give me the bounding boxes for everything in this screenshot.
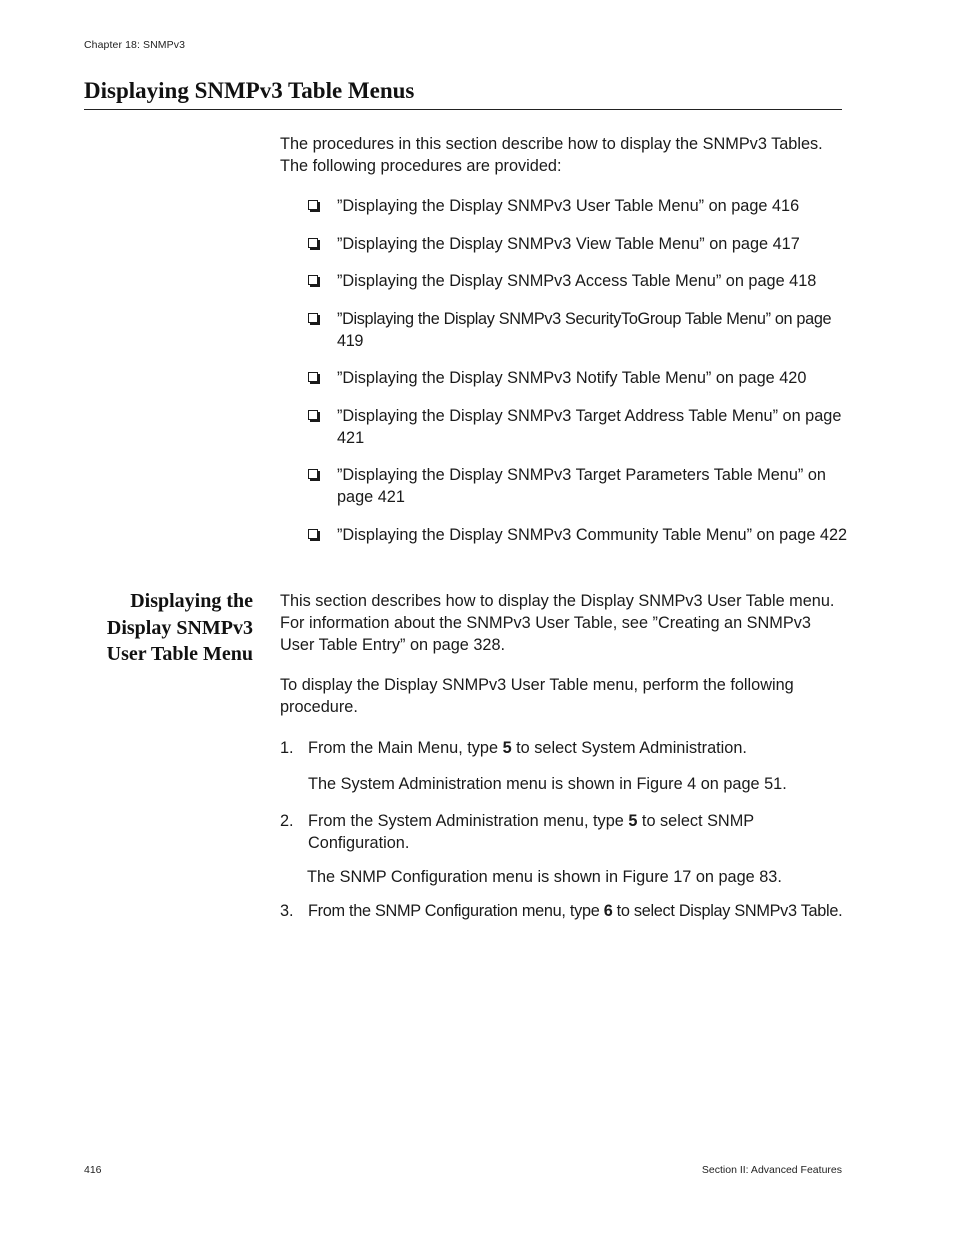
procedure-intro: To display the Display SNMPv3 User Table menu, perform the following procedure.	[280, 676, 794, 716]
list-item[interactable]	[308, 405, 848, 449]
step-result: The System Administration menu is shown in Figure 4 on page 51.	[308, 775, 787, 793]
list-item[interactable]	[308, 464, 848, 508]
procedure-link[interactable]: ”Displaying the Display SNMPv3 Notify Table Menu” on page 420	[337, 369, 807, 387]
procedure-link[interactable]: ”Displaying the Display SNMPv3 User Table Menu” on page 416	[337, 197, 800, 215]
footer-section-label: Section II: Advanced Features	[701, 1164, 842, 1176]
procedure-link[interactable]: ”Displaying the Display SNMPv3 Target Parameters Table Menu” on page 421	[337, 466, 826, 506]
checkbox-bullet-icon	[308, 410, 318, 420]
section-title: Displaying SNMPv3 Table Menus	[84, 78, 415, 103]
menu-key: 5	[502, 739, 512, 757]
step-result: The SNMP Configuration menu is shown in Figure 17 on page 83.	[307, 868, 782, 886]
list-item[interactable]	[308, 308, 848, 352]
procedure-link[interactable]: ”Displaying the Display SNMPv3 View Table Menu” on page 417	[337, 234, 800, 253]
intro-paragraph: The procedures in this section describe how to display the SNMPv3 Tables. The following procedures are provided:	[280, 135, 823, 175]
step-number: 1.	[280, 739, 294, 757]
checkbox-bullet-icon	[308, 313, 318, 323]
procedure-step-2	[280, 810, 845, 854]
procedure-step-1	[280, 737, 845, 759]
step-number: 2.	[280, 812, 294, 830]
page-number: 416	[84, 1164, 102, 1176]
subsection-description: This section describes how to display the Display SNMPv3 User Table menu. For information about the SNMPv3 User Table, see ”Creating an SNMPv3 User Table Entry” on page 328.	[280, 592, 835, 654]
procedure-step-3	[280, 900, 845, 922]
step-number: 3.	[280, 902, 294, 920]
title-rule	[84, 109, 842, 110]
step-instruction: From the Main Menu, type 5 to select System Administration.	[308, 739, 747, 757]
menu-key: 6	[603, 902, 613, 920]
procedure-link[interactable]: ”Displaying the Display SNMPv3 SecurityToGroup Table Menu” on page 419	[337, 309, 832, 350]
list-item[interactable]	[308, 233, 848, 255]
list-item[interactable]	[308, 270, 848, 292]
list-item[interactable]	[308, 367, 848, 389]
list-item[interactable]	[308, 524, 848, 546]
procedure-link[interactable]: ”Displaying the Display SNMPv3 Community Table Menu” on page 422	[337, 525, 848, 544]
procedure-link[interactable]: ”Displaying the Display SNMPv3 Target Address Table Menu” on page 421	[337, 406, 842, 447]
step-instruction: From the System Administration menu, type 5 to select SNMP Configuration.	[308, 812, 754, 852]
checkbox-bullet-icon	[308, 529, 318, 539]
list-item[interactable]	[308, 195, 848, 217]
menu-key: 5	[628, 812, 638, 830]
step-instruction: From the SNMP Configuration menu, type 6 to select Display SNMPv3 Table.	[308, 902, 843, 920]
checkbox-bullet-icon	[308, 238, 318, 248]
checkbox-bullet-icon	[308, 275, 318, 285]
checkbox-bullet-icon	[308, 200, 318, 210]
procedure-list	[308, 195, 848, 561]
checkbox-bullet-icon	[308, 372, 318, 382]
checkbox-bullet-icon	[308, 469, 318, 479]
procedure-link[interactable]: ”Displaying the Display SNMPv3 Access Table Menu” on page 418	[337, 272, 817, 290]
running-head: Chapter 18: SNMPv3	[84, 39, 186, 51]
subsection-title: Displaying the Display SNMPv3 User Table Menu	[106, 590, 253, 665]
